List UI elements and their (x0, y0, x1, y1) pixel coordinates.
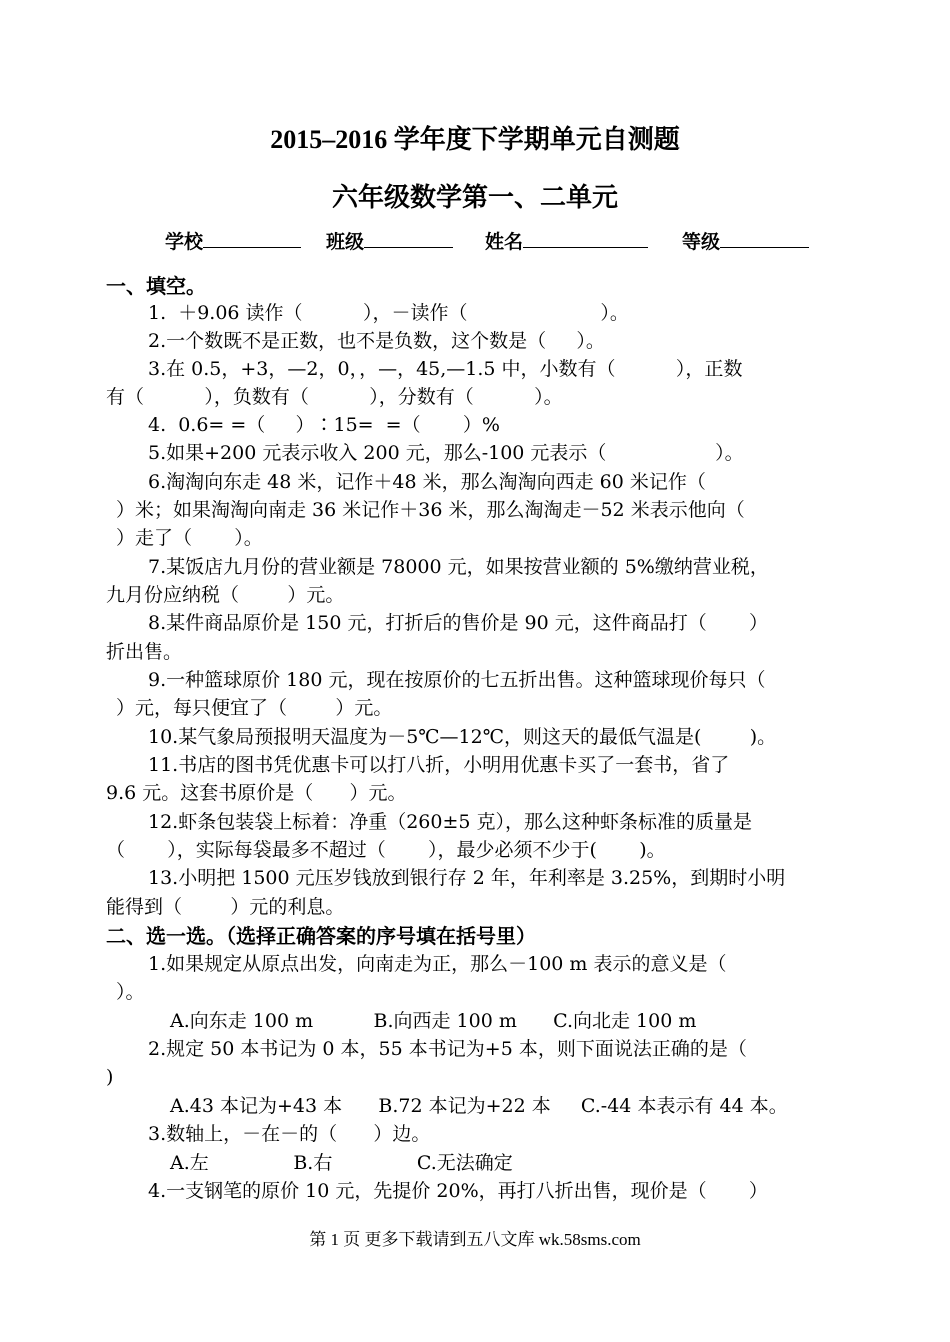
page-title: 2015–2016 学年度下学期单元自测题 (270, 125, 680, 154)
grade-field (682, 229, 809, 254)
s1-line: 1. ＋9.06 读作（ ），－读作（ ）。 (148, 302, 629, 324)
s1-line: 13.小明把 1500 元压岁钱放到银行存 2 年，年利率是 3.25%，到期时小明 (148, 867, 786, 889)
name-label: 姓名 (485, 231, 524, 253)
s1-line: 有（ ），负数有（ ），分数有（ ）。 (106, 386, 563, 408)
s1-line: ）元，每只便宜了（ ）元。 (116, 697, 393, 719)
school-label: 学校 (165, 231, 204, 253)
s1-line: 5.如果+200 元表示收入 200 元，那么-100 元表示（ ）。 (148, 442, 744, 464)
s1-line: 能得到（ ）元的利息。 (106, 896, 345, 918)
name-field (485, 229, 648, 254)
s2-options: A.左 B.右 C.无法确定 (170, 1152, 513, 1174)
grade-label: 等级 (682, 231, 721, 253)
name-blank (523, 229, 648, 248)
s2-line: 2.规定 50 本书记为 0 本，55 本书记为+5 本，则下面说法正确的是（ (148, 1038, 747, 1060)
section1-heading: 一、填空。 (106, 274, 206, 298)
s2-line: ) (106, 1066, 114, 1088)
s2-options: A.向东走 100 m B.向西走 100 m C.向北走 100 m (170, 1010, 697, 1032)
school-field (165, 229, 301, 254)
s2-line: 4.一支钢笔的原价 10 元，先提价 20%，再打八折出售，现价是（ ） (148, 1180, 768, 1202)
s1-line: 九月份应纳税（ ）元。 (106, 584, 345, 606)
s1-line: 3.在 0.5，+3，—2，0，，—，45,—1.5 中，小数有（ ），正数 (148, 358, 743, 380)
s1-line: 9.一种篮球原价 180 元，现在按原价的七五折出售。这种篮球现价每只（ (148, 669, 766, 691)
school-blank (203, 229, 301, 248)
s1-line: 折出售。 (106, 641, 183, 663)
s1-line: 7.某饭店九月份的营业额是 78000 元，如果按营业额的 5%缴纳营业税， (148, 556, 769, 578)
s1-line: ）米；如果淘淘向南走 36 米记作＋36 米，那么淘淘走－52 米表示他向（ (116, 499, 745, 521)
s2-line: 3.数轴上，－在－的（ ）边。 (148, 1123, 431, 1145)
s1-line: （ ），实际每袋最多不超过（ ），最少必须不少于( )。 (106, 839, 666, 861)
s1-line: ）走了（ ）。 (116, 527, 263, 549)
s1-line: 10.某气象局预报明天温度为－5℃—12℃，则这天的最低气温是( )。 (148, 726, 777, 748)
s1-line: 12.虾条包装袋上标着：净重（260±5 克），那么这种虾条标准的质量是 (148, 811, 753, 833)
grade-blank (720, 229, 809, 248)
page-subtitle: 六年级数学第一、二单元 (331, 183, 618, 212)
s1-line: 8.某件商品原价是 150 元，打折后的售价是 90 元，这件商品打（ ） (148, 612, 769, 634)
s1-line: 6.淘淘向东走 48 米，记作＋48 米，那么淘淘向西走 60 米记作（ (148, 471, 706, 493)
s1-line: 11.书店的图书凭优惠卡可以打八折，小明用优惠卡买了一套书，省了 (148, 754, 730, 776)
s1-line: 4. 0.6= =（ ）∶15= =（ ）% (148, 414, 500, 436)
s2-line: 1.如果规定从原点出发，向南走为正，那么－100 m 表示的意义是（ (148, 953, 727, 975)
s2-options: A.43 本记为+43 本 B.72 本记为+22 本 C.-44 本表示有 44 本。 (170, 1095, 788, 1117)
class-field (326, 229, 453, 254)
class-label: 班级 (326, 231, 365, 253)
section2-heading: 二、选一选。（选择正确答案的序号填在括号里） (106, 924, 536, 948)
page-footer: 第 1 页 更多下载请到五八文库 wk.58sms.com (309, 1230, 641, 1249)
s2-line: ）。 (116, 981, 145, 1003)
s1-line: 2.一个数既不是正数，也不是负数，这个数是（ ）。 (148, 330, 605, 352)
class-blank (364, 229, 453, 248)
s1-line: 9.6 元。这套书原价是（ ）元。 (106, 782, 407, 804)
